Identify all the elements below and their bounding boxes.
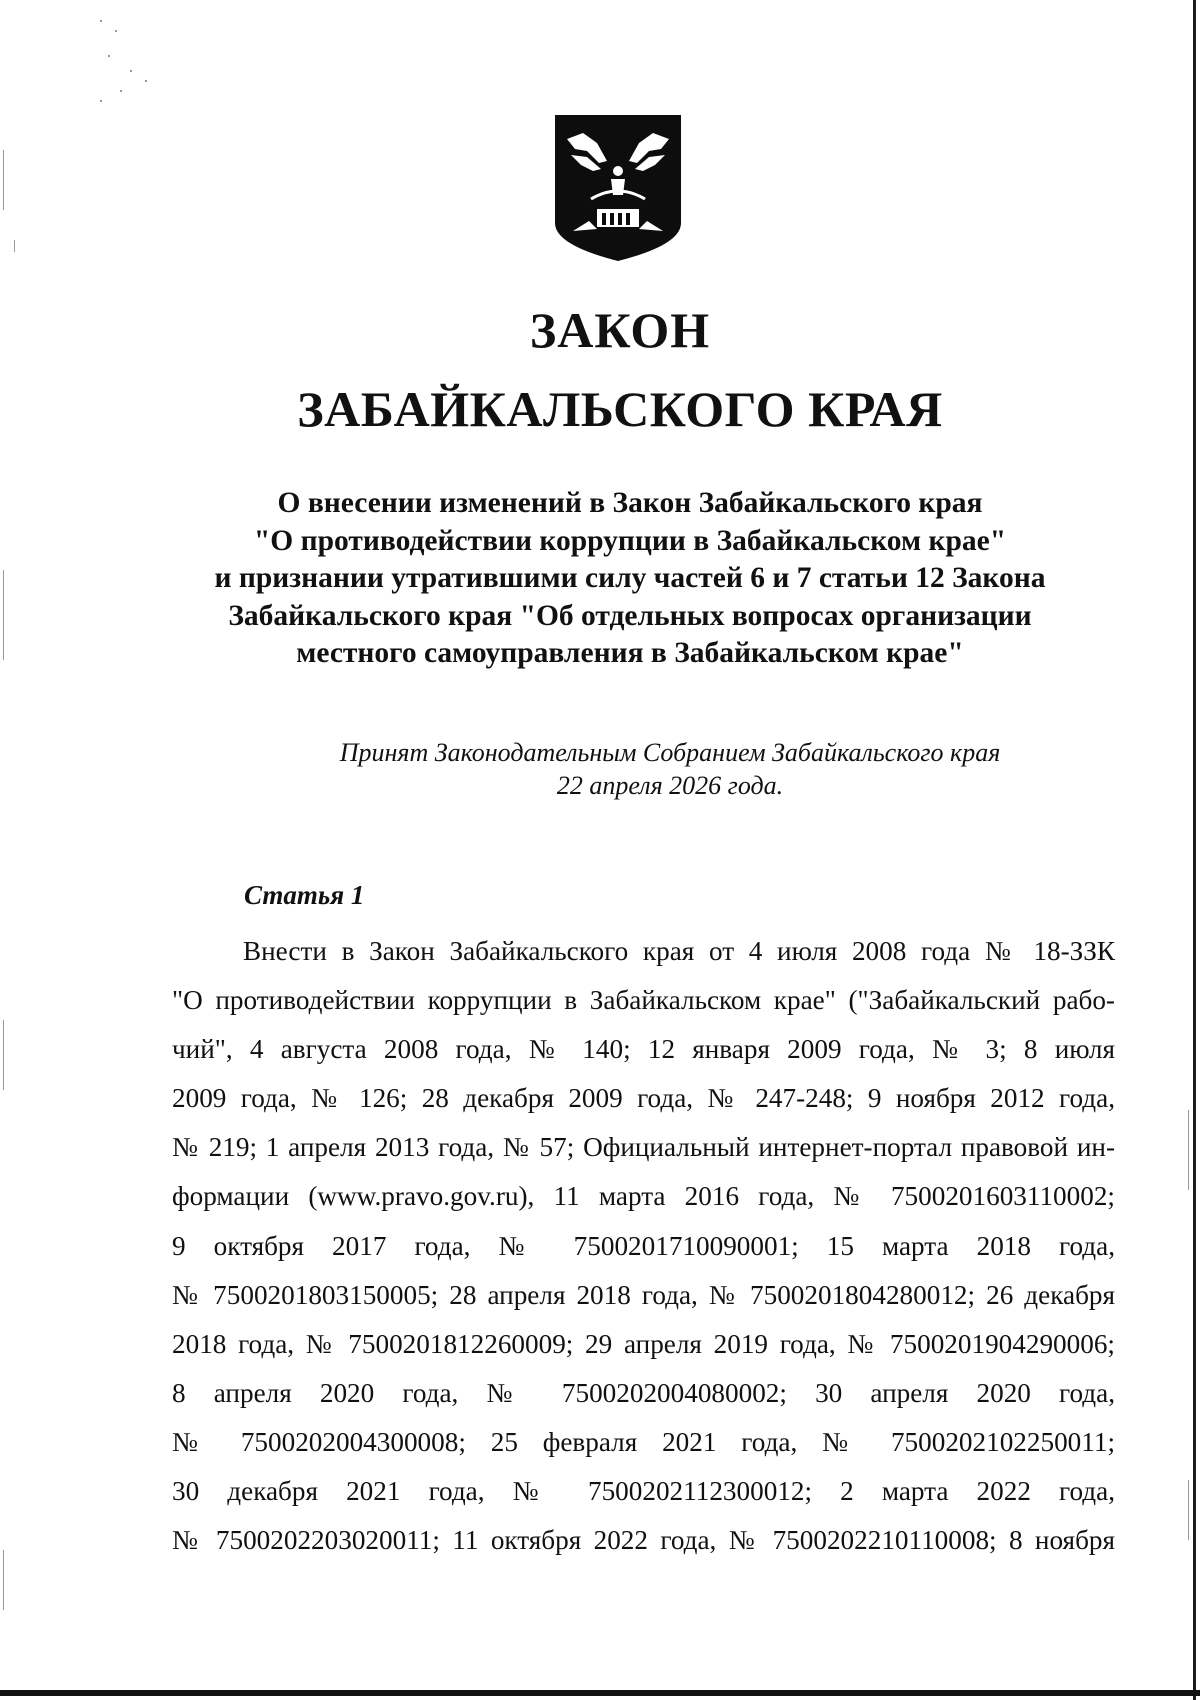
scan-speck <box>3 1020 4 1090</box>
article-body <box>172 927 1115 1565</box>
scan-speck <box>14 240 15 252</box>
subject-line: Забайкальского края "Об отдельных вопросах организации <box>228 599 1032 632</box>
body-line: 30 декабря 2021 года, № 7500202112300012; 2 марта 2022 года, <box>172 1476 1115 1507</box>
body-line: 2018 года, № 7500201812260009; 29 апреля 2019 года, № 7500201904290006; <box>172 1328 1115 1359</box>
scan-speck <box>108 55 110 57</box>
scan-speck <box>3 570 4 660</box>
scan-speck <box>145 80 147 82</box>
body-line: № 219; 1 апреля 2013 года, № 57; Официальный интернет-портал правовой ин- <box>172 1132 1115 1163</box>
scan-speck <box>130 70 132 72</box>
adoption-date: 22 апреля 2026 года. <box>556 771 784 800</box>
article-heading: Статья 1 <box>244 880 365 910</box>
adoption-line: Принят Законодательным Собранием Забайкальского края <box>339 738 1001 767</box>
coat-of-arms-emblem <box>553 113 683 263</box>
scan-speck <box>100 100 102 102</box>
scan-speck <box>115 30 117 32</box>
body-line: 8 апреля 2020 года, № 7500202004080002; 30 апреля 2020 года, <box>172 1377 1115 1408</box>
body-line: формации (www.pravo.gov.ru), 11 марта 2016 года, № 7500201603110002; <box>172 1181 1115 1212</box>
body-line: 2009 года, № 126; 28 декабря 2009 года, № 247-248; 9 ноября 2012 года, <box>172 1083 1115 1114</box>
law-subject <box>160 485 1100 673</box>
scan-edge-right <box>1193 0 1196 1700</box>
scan-speck <box>120 90 122 92</box>
scan-speck <box>100 20 102 22</box>
subject-line: местного самоуправления в Забайкальском крае" <box>296 637 964 669</box>
subject-line: и признании утратившими силу частей 6 и 7 статьи 12 Закона <box>214 562 1046 594</box>
scan-speck <box>3 150 4 210</box>
scan-speck <box>1188 1110 1189 1190</box>
law-region-title: ЗАБАЙКАЛЬСКОГО КРАЯ <box>297 381 943 437</box>
body-line: 9 октября 2017 года, № 7500201710090001; 15 марта 2018 года, <box>172 1230 1115 1261</box>
scan-speck <box>3 1550 4 1610</box>
body-line: чий", 4 августа 2008 года, № 140; 12 января 2009 года, № 3; 8 июля <box>172 1034 1115 1065</box>
law-title: ЗАКОН <box>529 302 711 358</box>
subject-line: О внесении изменений в Закон Забайкальского края <box>277 487 983 519</box>
body-line: № 7500202004300008; 25 февраля 2021 года, № 7500202102250011; <box>172 1426 1115 1457</box>
scan-edge-bottom <box>0 1690 1200 1696</box>
body-line: "О противодействии коррупции в Забайкальском крае" ("Забайкальский рабо- <box>172 985 1115 1016</box>
body-line: № 7500201803150005; 28 апреля 2018 года, № 7500201804280012; 26 декабря <box>172 1279 1115 1310</box>
body-line: Внести в Закон Забайкальского края от 4 июля 2008 года № 18-ЗЗК <box>243 936 1115 966</box>
body-line: № 7500202203020011; 11 октября 2022 года, № 7500202210110008; 8 ноября <box>172 1525 1115 1556</box>
adoption-note <box>300 736 1040 802</box>
subject-line: "О противодействии коррупции в Забайкальском крае" <box>253 524 1007 557</box>
scan-speck <box>1188 1480 1189 1540</box>
